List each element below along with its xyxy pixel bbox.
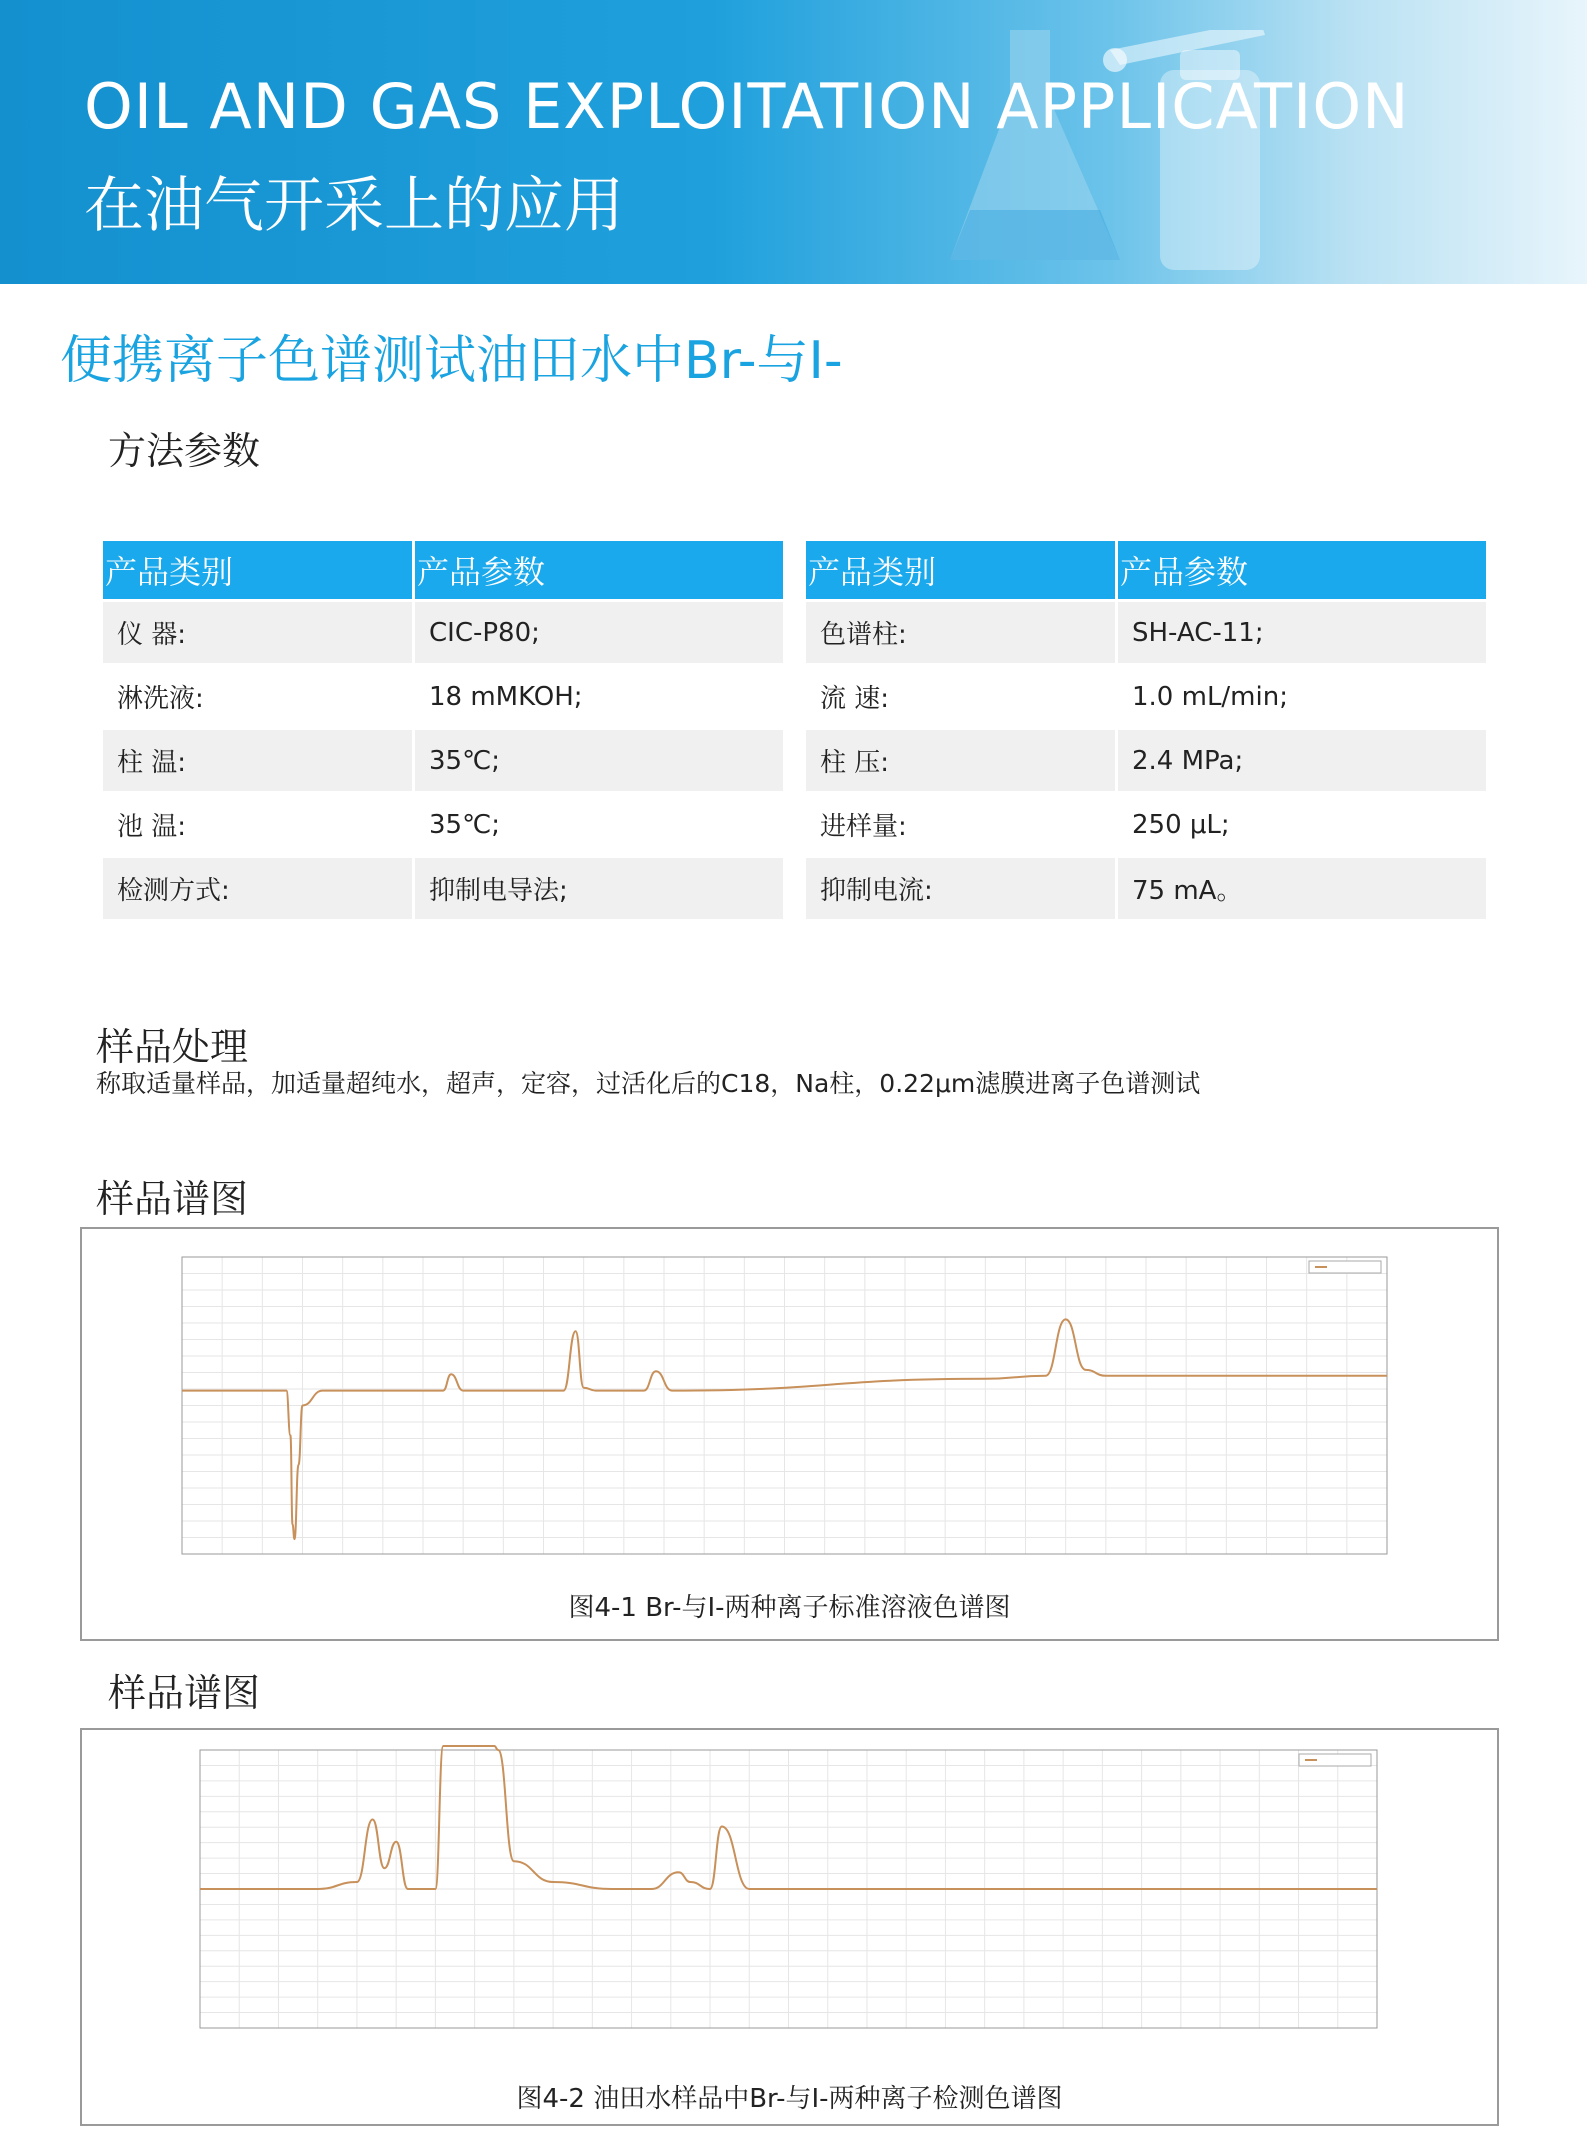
params-table-left [103,538,786,922]
param-name: 池 温: [103,794,415,855]
param-name: 流 速: [806,666,1118,727]
method-heading: 方法参数 [108,429,261,473]
chromatogram-figure-2 [80,1728,1499,2126]
param-name: 柱 温: [103,730,415,791]
table-row [806,730,1489,791]
table-row [103,730,786,791]
chromatogram-figure-1 [80,1227,1499,1641]
param-name: 淋洗液: [103,666,415,727]
table-row [103,602,786,663]
spectrum1-heading: 样品谱图 [96,1177,249,1221]
param-value: 35℃; [415,730,786,791]
param-value: 75 mA。 [1118,858,1489,919]
table-row [806,602,1489,663]
lab-glassware-image [950,30,1270,284]
param-name: 抑制电流: [806,858,1118,919]
table-row [103,666,786,727]
figure-caption-2: 图4-2 油田水样品中Br-与I-两种离子检测色谱图 [516,2084,1063,2114]
table-header-param: 产品参数 [415,541,786,599]
param-name: 柱 压: [806,730,1118,791]
param-value: 250 μL; [1118,794,1489,855]
banner-title-en: OIL AND GAS EXPLOITATION APPLICATION [84,70,1410,143]
param-value: CIC-P80; [415,602,786,663]
param-value: 1.0 mL/min; [1118,666,1489,727]
chromatogram-chart-1 [82,1229,1497,1569]
table-row [103,858,786,919]
table-row [806,666,1489,727]
param-name: 仪 器: [103,602,415,663]
param-value: 抑制电导法; [415,858,786,919]
spectrum2-heading: 样品谱图 [108,1671,261,1715]
sample-description: 称取适量样品，加适量超纯水，超声，定容，过活化后的C18，Na柱，0.22μm滤膜进离子色谱测试 [96,1069,1201,1098]
params-table-right [806,538,1489,922]
param-value: 2.4 MPa; [1118,730,1489,791]
table-header-param: 产品参数 [1118,541,1489,599]
param-value: SH-AC-11; [1118,602,1489,663]
param-value: 18 mMKOH; [415,666,786,727]
table-row [103,794,786,855]
table-header-category: 产品类别 [806,541,1118,599]
table-row [806,858,1489,919]
param-value: 35℃; [415,794,786,855]
sample-heading: 样品处理 [96,1025,249,1069]
param-name: 检测方式: [103,858,415,919]
page-title: 便携离子色谱测试油田水中Br-与I- [60,331,843,391]
param-name: 进样量: [806,794,1118,855]
banner-title-cn: 在油气开采上的应用 [84,171,624,241]
table-row [806,794,1489,855]
header-banner [0,0,1587,284]
figure-caption-1: 图4-1 Br-与I-两种离子标准溶液色谱图 [568,1593,1011,1623]
table-header-category: 产品类别 [103,541,415,599]
chromatogram-chart-2 [82,1730,1497,2070]
param-name: 色谱柱: [806,602,1118,663]
